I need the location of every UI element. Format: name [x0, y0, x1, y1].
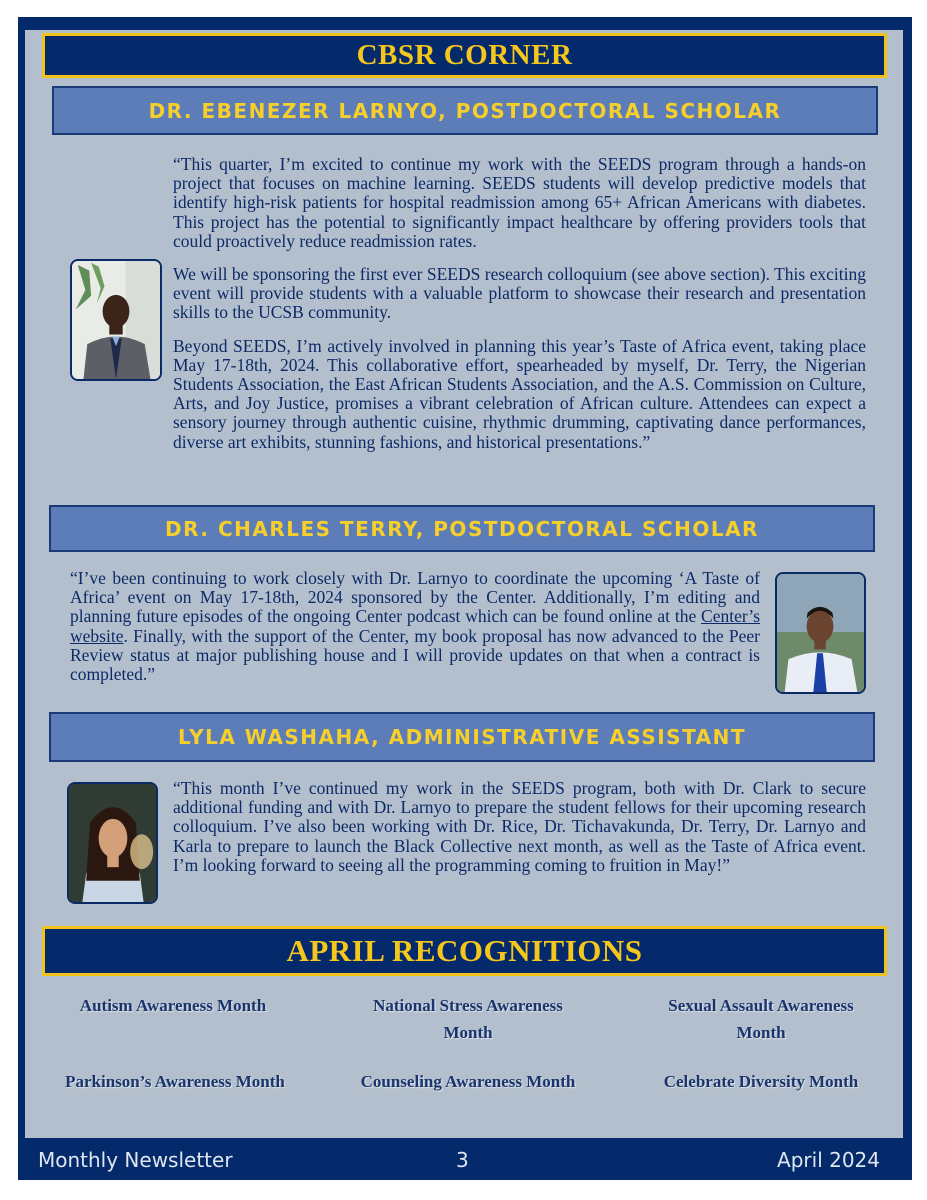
profile-header-terry	[49, 505, 875, 552]
footer	[18, 1138, 912, 1180]
profile-header-washaha	[49, 712, 875, 762]
recognition-label: Sexual Assault Awareness Month	[668, 996, 854, 1042]
photo-terry	[775, 572, 866, 694]
photo-washaha	[67, 782, 158, 904]
profile-header-larnyo	[52, 86, 878, 135]
statement-text: “I’ve been continuing to work closely with Dr. Larnyo to coordinate the upcoming ‘A Taste of Africa’ event on May 17-18th, 2024 sponsored by the Center. Additionally, I’m editing and planning future episodes of the ongoing Center podcast which can be found online at the	[70, 568, 760, 627]
footer-date: April 2024	[777, 1148, 880, 1172]
recognition-label: Counseling Awareness Month	[360, 1072, 576, 1091]
statement-text: . Finally, with the support of the Center, my book proposal has now advanced to the Peer Review status at major publishing house and I will provide updates on that when a contract is completed.”	[70, 625, 760, 685]
recognition-label: Parkinson’s Awareness Month	[65, 1072, 285, 1091]
center-website-link[interactable]: Center’s website	[70, 606, 760, 646]
recognitions-title	[42, 926, 887, 976]
recognition-item	[353, 1068, 583, 1095]
paragraph: “This quarter, I’m excited to continue my work with the SEEDS program through a hands-on project that focuses on machine learning. SEEDS students will develop predictive models that identify high-risk patients for hospital readmission among 65+ African Americans with diabetes. This project has the potential to significantly impact healthcare by offering providers tools that could proactively reduce readmission rates.	[173, 154, 866, 251]
recognition-item	[60, 1068, 290, 1095]
profile-name: LYLA WASHAHA, ADMINISTRATIVE ASSISTANT	[177, 725, 747, 749]
profile-name: DR. CHARLES TERRY, POSTDOCTORAL SCHOLAR	[165, 516, 759, 541]
paragraph: We will be sponsoring the first ever SEEDS research colloquium (see above section). This exciting event will provide students with a valuable platform to showcase their research and presentation skills to the UCSB community.	[173, 264, 866, 323]
recognition-item	[646, 992, 876, 1046]
recognition-item	[646, 1068, 876, 1095]
recognition-item	[58, 992, 288, 1019]
recognition-label: National Stress Awareness Month	[373, 996, 563, 1042]
recognitions-title-text: APRIL RECOGNITIONS	[286, 933, 643, 968]
washaha-statement	[173, 779, 866, 889]
recognition-label: Autism Awareness Month	[79, 996, 267, 1015]
profile-name: DR. EBENEZER LARNYO, POSTDOCTORAL SCHOLAR	[148, 98, 782, 123]
recognition-item	[353, 992, 583, 1046]
larnyo-statement	[173, 155, 866, 466]
paragraph: “This month I’ve continued my work in the SEEDS program, both with Dr. Clark to secure additional funding and with Dr. Larnyo to prepare the student fellows for their upcoming research colloquium. I’ve also been working with Dr. Rice, Dr. Tichavakunda, Dr. Terry, Dr. Larnyo and Karla to prepare to launch the Black Collective next month, as well as the Taste of Africa event. I’m looking forward to seeing all the programming coming to fruition in May!”	[173, 778, 866, 875]
paragraph: Beyond SEEDS, I’m actively involved in planning this year’s Taste of Africa event, taking place May 17-18th, 2024. This collaborative effort, spearheaded by myself, Dr. Terry, the Nigerian Students Association, the East African Students Association, and the A.S. Commission on Culture, Arts, and Joy Justice, promises a vibrant celebration of African culture. Attendees can expect a sensory journey through authentic cuisine, rhythmic drumming, captivating dance performances, diverse art exhibits, stunning fashions, and historical presentations.”	[173, 335, 866, 452]
photo-larnyo	[70, 259, 162, 381]
footer-newsletter-label: Monthly Newsletter	[38, 1148, 233, 1172]
page-title-text: CBSR CORNER	[356, 39, 573, 71]
page-title	[42, 33, 887, 78]
terry-statement	[70, 569, 760, 684]
page-number: 3	[456, 1148, 469, 1172]
recognition-label: Celebrate Diversity Month	[663, 1072, 859, 1091]
